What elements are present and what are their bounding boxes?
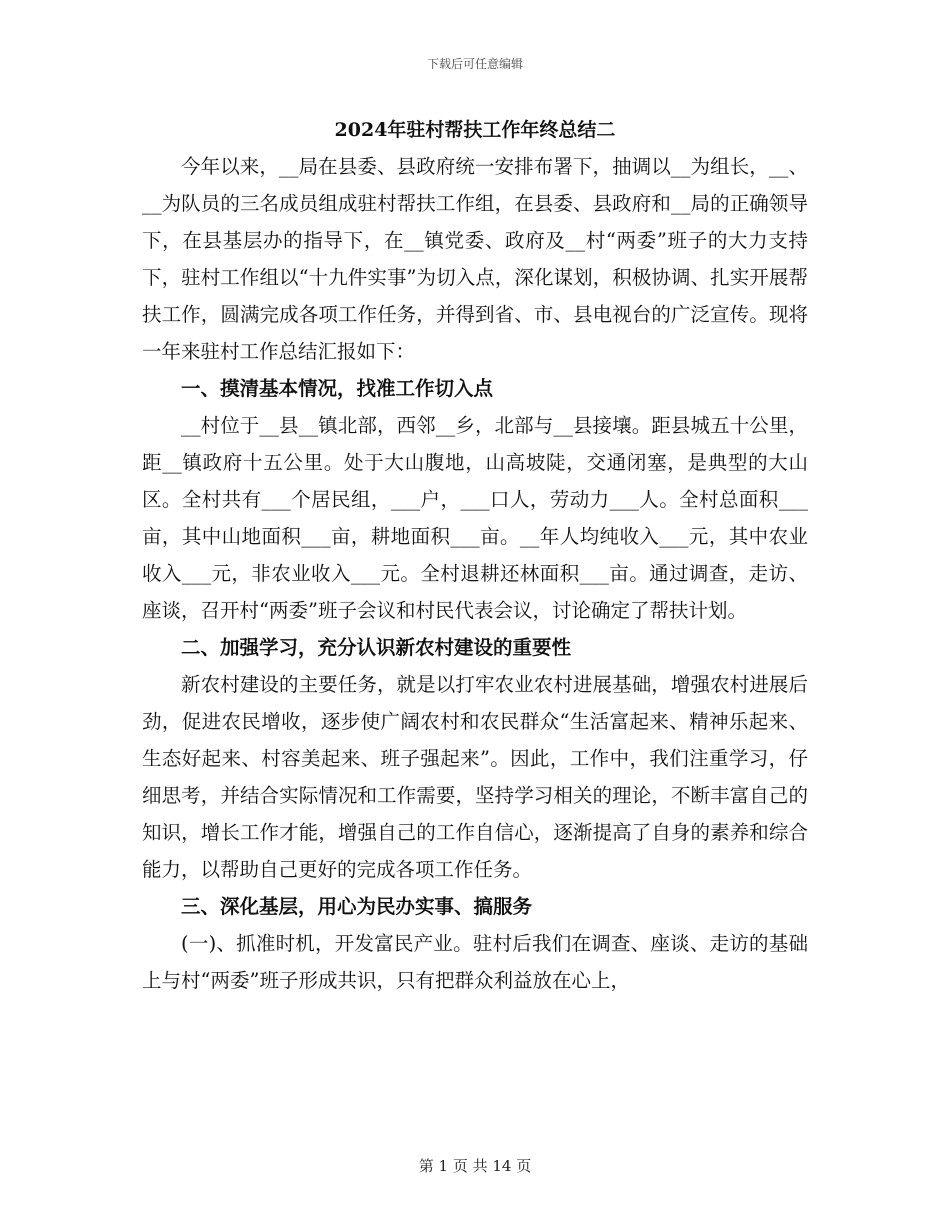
section-3-heading: 三、深化基层，用心为民办实事、搞服务 — [181, 895, 533, 918]
section-1-heading: 一、摸清基本情况，找准工作切入点 — [181, 377, 494, 400]
section-1-body: __村位于__县__镇北部，西邻__乡，北部与__县接壤。距县城五十公里，距__镇政府十五公里。处于大山腹地，山高坡陡，交通闭塞，是典型的大山区。全村共有___个居民组，___户，___口人，劳动力___人。全村总面积___亩，其中山地面积___亩，耕地面积___亩。__年人均纯收入___元，其中农业收入___元，非农业收入___元。全村退耕还林面积___亩。通过调查，走访、座谈，召开村“两委”班子会议和村民代表会议，讨论确定了帮扶计划。 — [142, 414, 808, 622]
section-2-body: 新农村建设的主要任务，就是以打牢农业农村进展基础，增强农村进展后劲，促进农民增收，逐步使广阔农村和农民群众“生活富起来、精神乐起来、生态好起来、村容美起来、班子强起来”。因此，工作中，我们注重学习，仔细思考，并结合实际情况和工作需要，坚持学习相关的理论，不断丰富自己的知识，增长工作才能，增强自己的工作自信心，逐渐提高了自身的素养和综合能力，以帮助自己更好的完成各项工作任务。 — [142, 673, 808, 881]
section-2-heading: 二、加强学习，充分认识新农村建设的重要性 — [181, 636, 572, 659]
intro-paragraph: 今年以来，__局在县委、县政府统一安排布署下，抽调以__为组长，__、__为队员的三名成员组成驻村帮扶工作组，在县委、县政府和__局的正确领导下，在县基层办的指导下，在__镇党委、政府及__村“两委”班子的大力支持下，驻村工作组以“十九件实事”为切入点，深化谋划，积极协调、扎实开展帮扶工作，圆满完成各项工作任务，并得到省、市、县电视台的广泛宣传。现将一年来驻村工作总结汇报如下： — [142, 155, 808, 363]
section-3-body: (一)、抓准时机，开发富民产业。驻村后我们在调查、座谈、走访的基础上与村“两委”班子形成共识，只有把群众利益放在心上， — [142, 932, 808, 992]
header-note: 下载后可任意编辑 — [426, 57, 523, 71]
document-title: 2024年驻村帮扶工作年终总结二 — [334, 119, 616, 141]
page-footer: 第 1 页 共 14 页 — [418, 1157, 532, 1175]
document-content — [142, 112, 808, 999]
